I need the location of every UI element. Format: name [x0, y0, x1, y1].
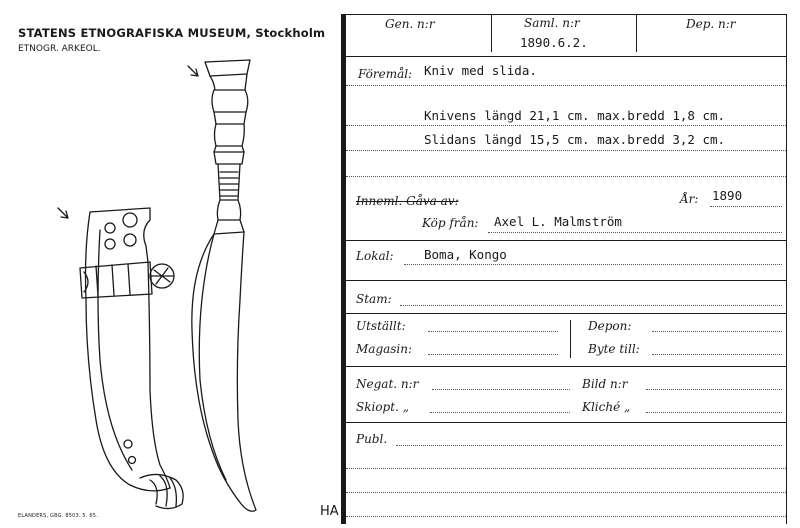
locality-section-rule: [346, 280, 786, 281]
department-label: ETNOGR. ARKEOL.: [18, 44, 101, 54]
bought-rule: [488, 232, 782, 233]
image-label: Bild n:r: [582, 377, 628, 391]
cliche-rule: [646, 412, 782, 413]
number-row-rule: [346, 56, 786, 57]
arrow-marker-sheath: [58, 208, 68, 218]
deposit-rule: [652, 331, 782, 332]
acquisition-crossed-label: Inneml. Gåva av:: [356, 194, 459, 208]
slide-rule: [430, 412, 570, 413]
year-rule: [710, 206, 782, 207]
dep-number-label: Dep. n:r: [686, 17, 736, 31]
knife-sheath-drawing: [0, 0, 340, 528]
number-divider-2: [636, 14, 637, 52]
negative-rule: [432, 389, 570, 390]
sheath: [80, 208, 183, 509]
publication-rule-1: [396, 445, 782, 446]
photo-section-rule: [346, 422, 786, 423]
storage-label: Magasin:: [356, 342, 413, 356]
card-top-border: [341, 14, 787, 15]
object-dimension-knife: Knivens längd 21,1 cm. max.bredd 1,8 cm.: [424, 108, 726, 123]
gen-number-label: Gen. n:r: [385, 17, 435, 31]
saml-number-value: 1890.6.2.: [520, 35, 588, 50]
knife-blade: [192, 232, 256, 511]
image-rule: [646, 389, 782, 390]
card-right-border: [786, 14, 787, 524]
object-rule-1: [346, 85, 786, 86]
publication-rule-2: [346, 468, 786, 469]
display-divider: [570, 320, 571, 358]
exhibited-rule: [428, 331, 558, 332]
bought-label: Köp från:: [422, 216, 479, 230]
exchange-label: Byte till:: [588, 342, 640, 356]
museum-title: STATENS ETNOGRAFISKA MUSEUM, Stockholm: [18, 26, 326, 40]
object-rule-4: [346, 176, 786, 177]
publication-label: Publ.: [356, 432, 388, 446]
locality-value: Boma, Kongo: [424, 247, 507, 262]
knife-handle: [205, 60, 250, 234]
locality-label: Lokal:: [356, 249, 394, 263]
handwritten-initials: HA: [320, 504, 339, 519]
card-margin-rule: [341, 14, 346, 524]
object-label: Föremål:: [358, 67, 413, 81]
tribe-section-rule: [346, 313, 786, 314]
slide-label: Skiopt. „: [356, 400, 409, 414]
locality-rule: [404, 264, 782, 265]
exchange-rule: [652, 354, 782, 355]
tribe-label: Stam:: [356, 292, 392, 306]
publication-rule-4: [346, 516, 786, 517]
storage-rule: [428, 354, 558, 355]
object-rule-2: [346, 125, 786, 126]
saml-number-label: Saml. n:r: [524, 16, 580, 30]
object-dimension-sheath: Slidans längd 15,5 cm. max.bredd 3,2 cm.: [424, 132, 726, 147]
exhibited-label: Utställt:: [356, 319, 406, 333]
deposit-label: Depon:: [588, 319, 632, 333]
printer-imprint: ELANDERS, GBG. 8503. 5. 65.: [18, 513, 98, 519]
tribe-rule: [400, 305, 782, 306]
arrow-marker-knife: [188, 66, 198, 76]
year-label: År:: [680, 192, 699, 206]
cliche-label: Kliché „: [582, 400, 631, 414]
object-rule-3: [346, 150, 786, 151]
negative-label: Negat. n:r: [356, 377, 419, 391]
display-section-rule: [346, 366, 786, 367]
year-value: 1890: [712, 188, 743, 203]
publication-rule-3: [346, 492, 786, 493]
bought-value: Axel L. Malmström: [494, 214, 622, 229]
number-divider-1: [491, 14, 492, 52]
acquisition-section-rule: [346, 240, 786, 241]
object-name: Kniv med slida.: [424, 63, 537, 78]
